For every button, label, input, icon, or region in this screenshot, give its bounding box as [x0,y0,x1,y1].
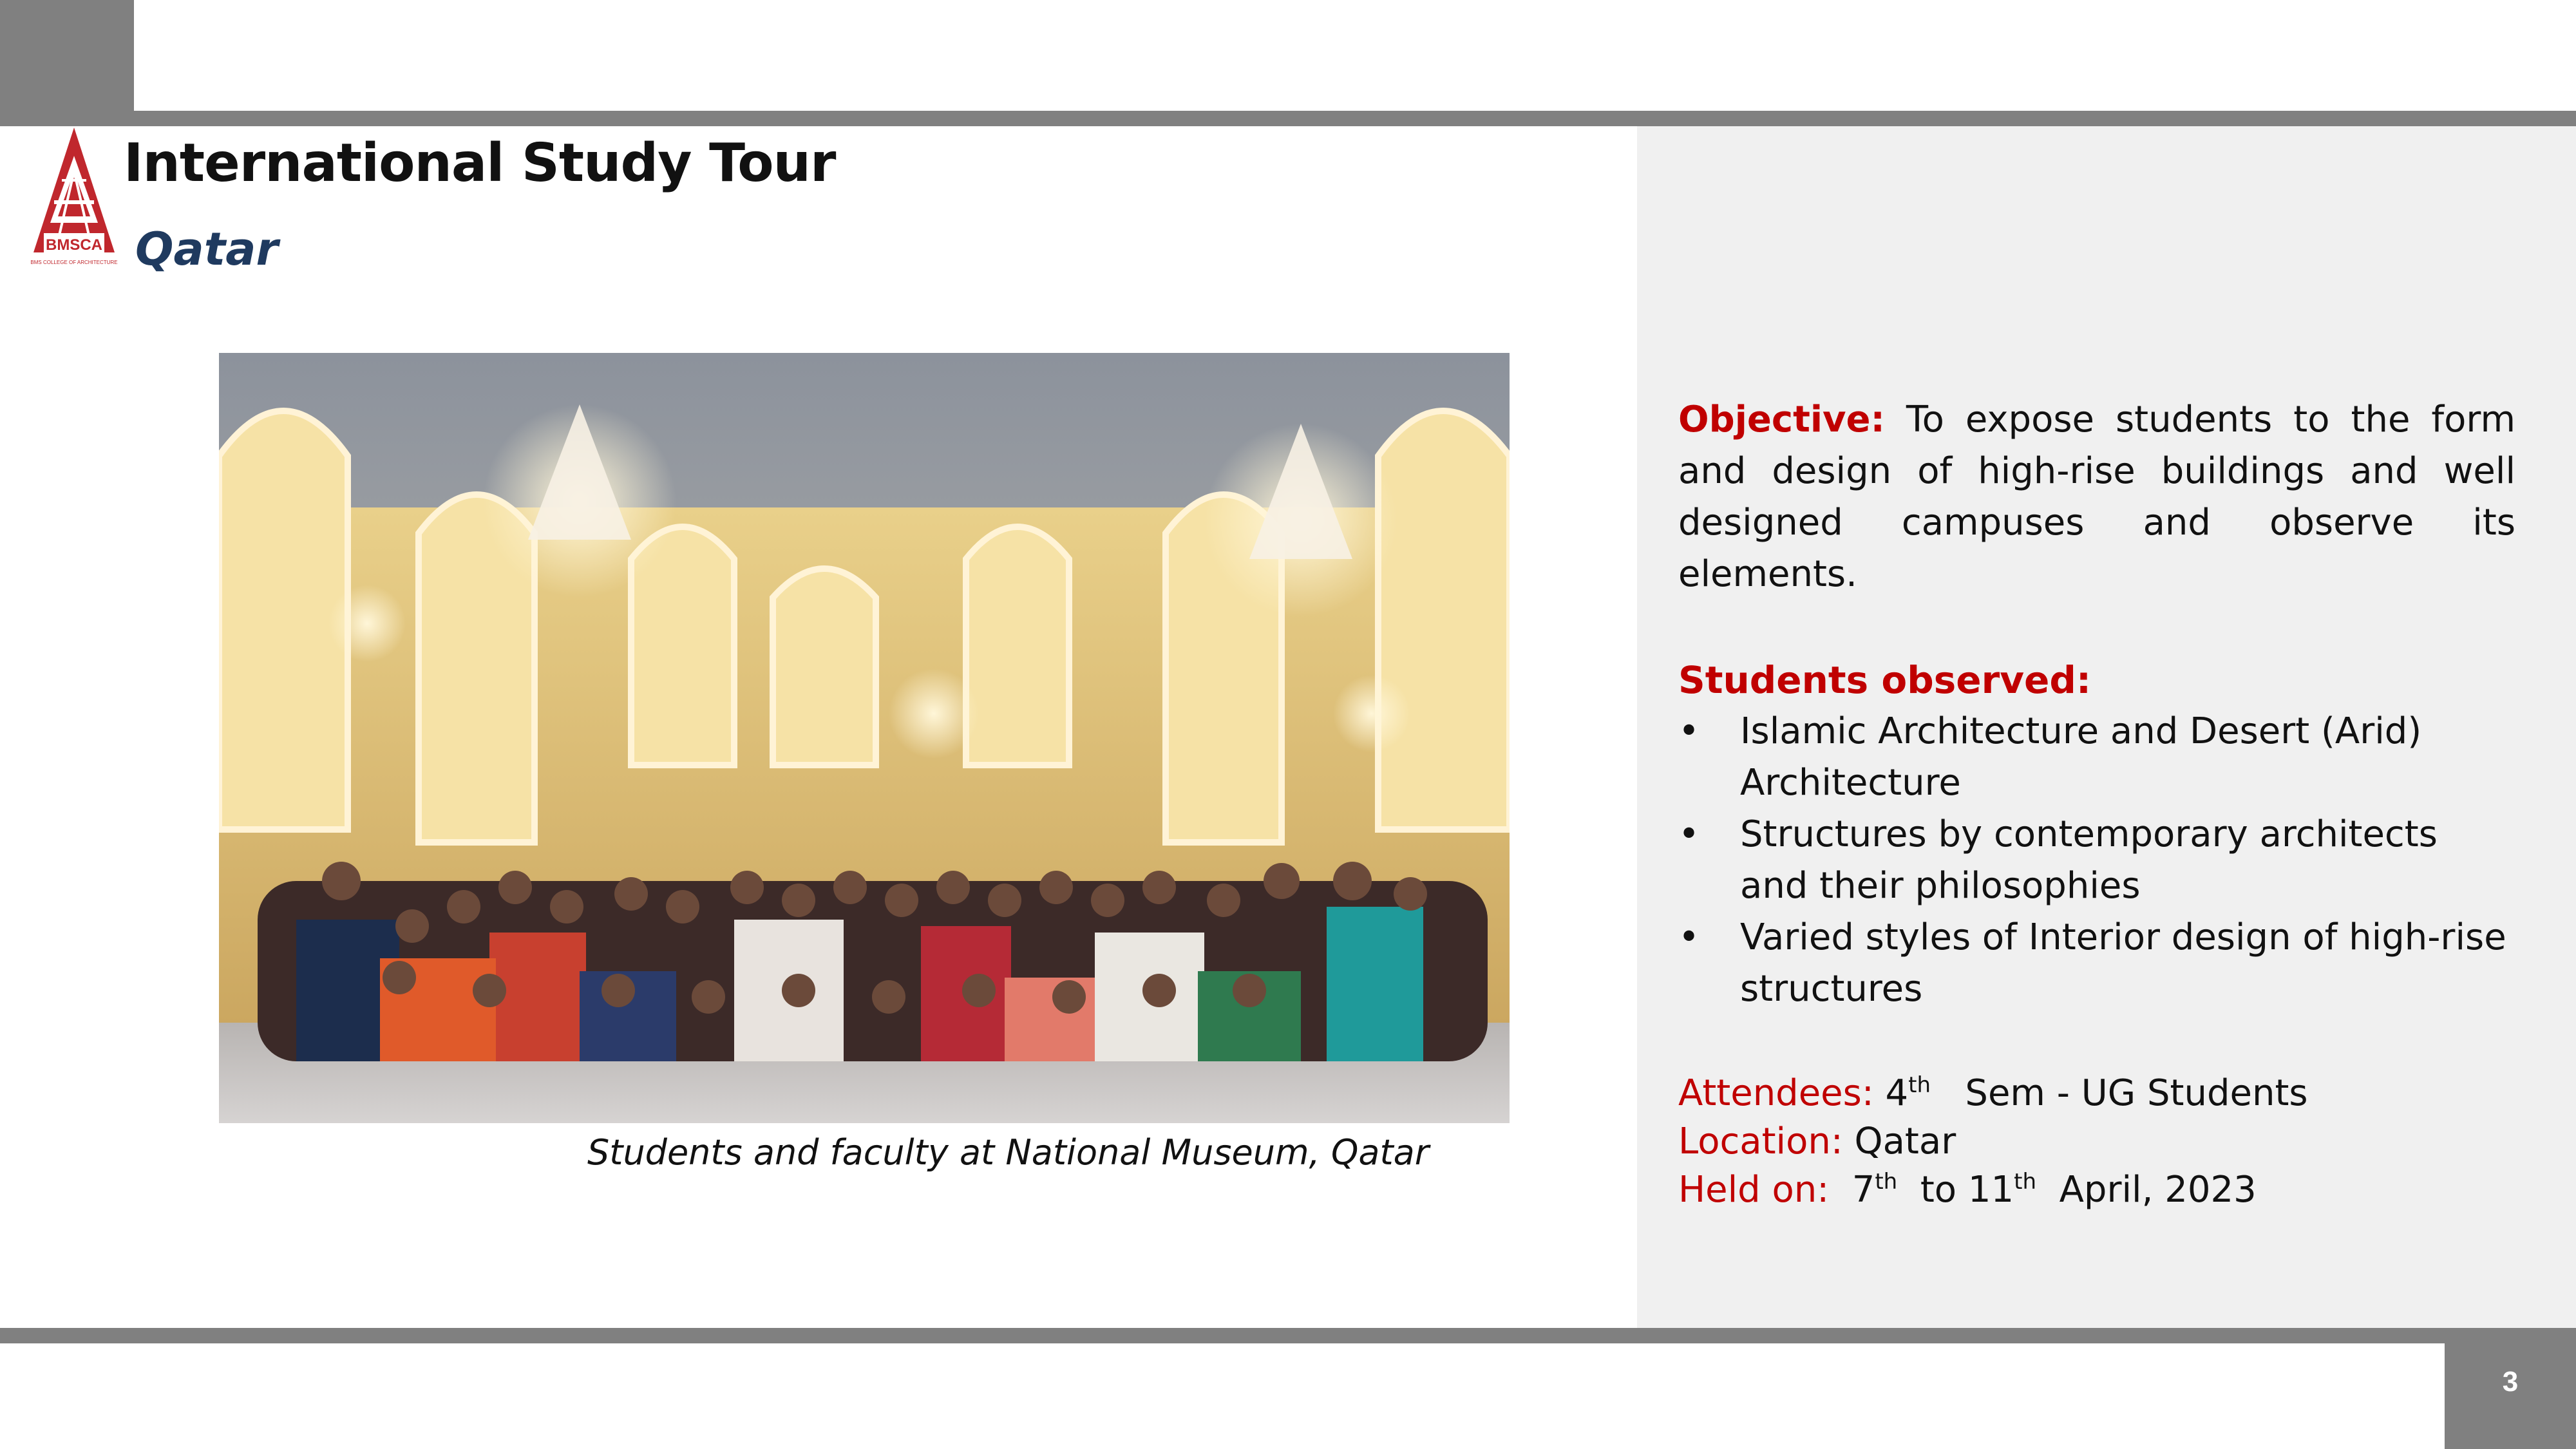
page-number: 3 [2502,1366,2519,1397]
location-value: Qatar [1854,1121,1956,1162]
objective-paragraph [1678,394,2515,600]
top-divider-bar [0,111,2576,126]
attendees-rest: Sem - UG Students [1931,1072,2308,1114]
attendees-label: Attendees: [1678,1072,1874,1114]
held-mid: to 11 [1897,1169,2014,1211]
photo-caption: Students and faculty at National Museum, Qatar [587,1132,1429,1173]
observation-text: Islamic Architecture and Desert (Arid) Architecture [1740,710,2422,804]
objective-label: Objective: [1678,399,1885,440]
attendees-line [1678,1069,2515,1117]
held-label: Held on: [1678,1169,1830,1211]
bullet-icon: • [1678,710,1700,752]
group-photo-image [219,353,1510,1123]
location-line [1678,1117,2515,1166]
logo-text: BMSCA [46,236,102,254]
bmsca-logo-icon [26,126,122,268]
page-title: International Study Tour [124,133,836,194]
tour-details [1678,1069,2515,1214]
list-item [1678,809,2515,912]
location-label: Location: [1678,1121,1843,1162]
bullet-icon: • [1678,916,1700,958]
attendees-sup: th [1908,1072,1931,1098]
held-sup1: th [1875,1169,1898,1195]
observation-text: Structures by contemporary architects and their philosophies [1740,813,2438,907]
held-day1: 7 [1852,1169,1875,1211]
held-on-line [1678,1166,2515,1214]
content-block [1678,394,2515,1214]
attendees-num: 4 [1885,1072,1909,1114]
list-item [1678,912,2515,1015]
corner-block-top-left [0,0,134,126]
objective-text: To expose students to the form and design of high-rise buildings and well designed campuses and observe its elements. [1678,399,2515,595]
observed-heading: Students observed: [1678,658,2092,702]
bottom-divider-bar [0,1328,2576,1343]
held-end: April, 2023 [2036,1169,2257,1211]
bullet-icon: • [1678,813,1700,855]
logo-tagline: BMS COLLEGE OF ARCHITECTURE [30,260,118,265]
list-item [1678,706,2515,809]
page-subtitle: Qatar [135,223,278,276]
held-sup2: th [2014,1169,2037,1195]
observation-text: Varied styles of Interior design of high-rise structures [1740,916,2506,1010]
observations-list [1678,706,2515,1015]
